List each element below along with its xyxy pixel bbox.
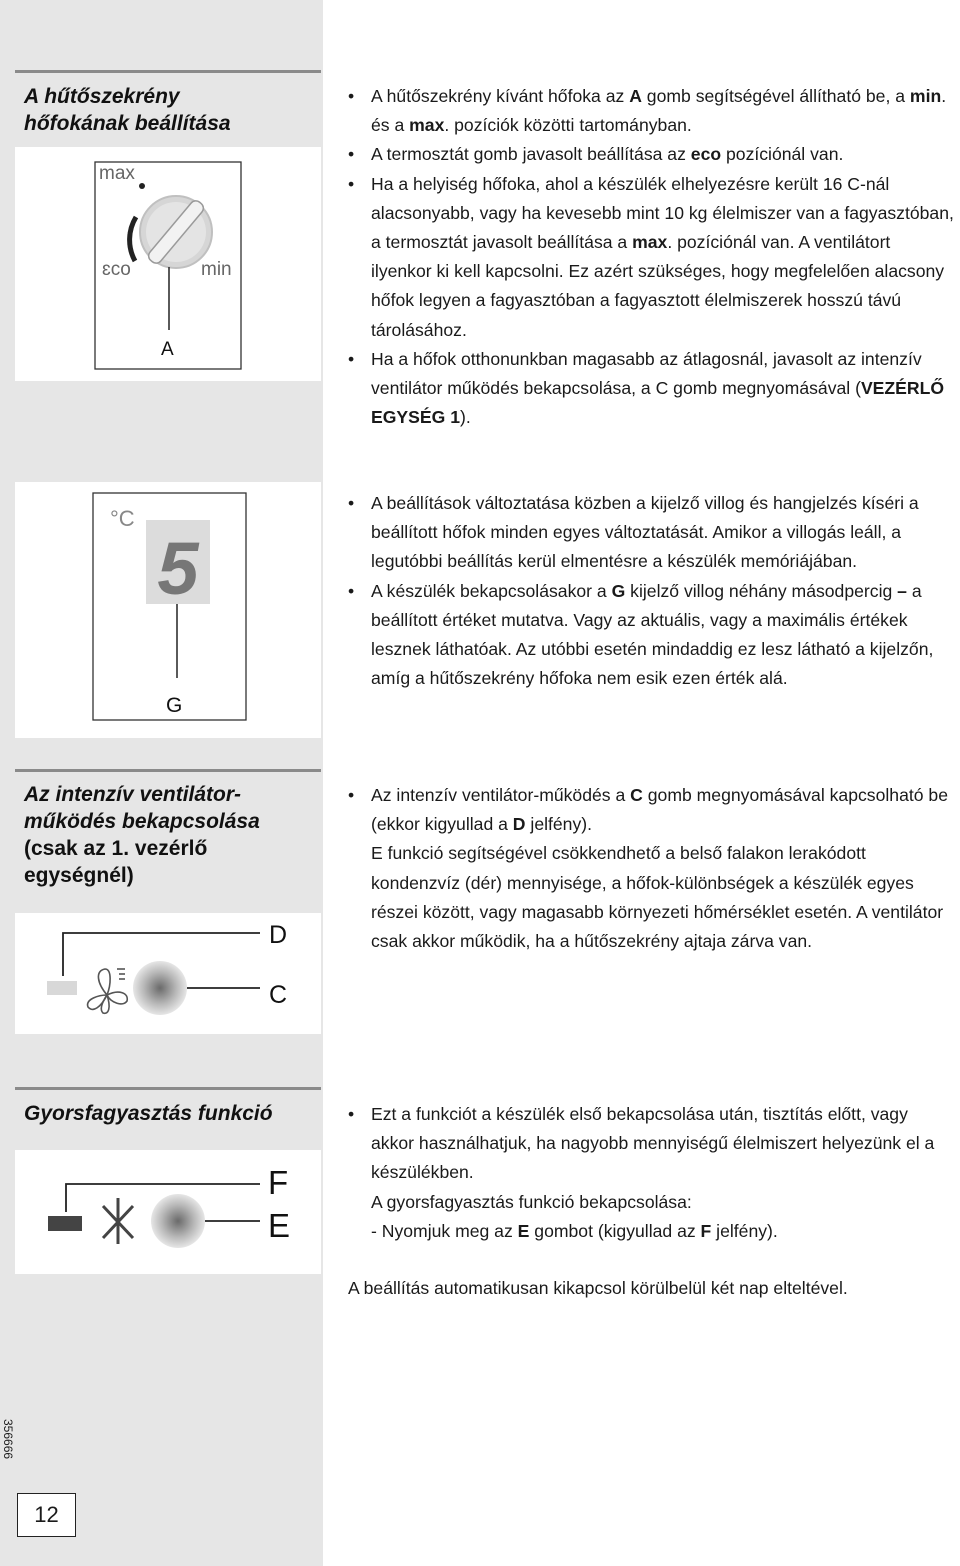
title-line: Az intenzív ventilátor- (24, 783, 242, 806)
bullet-item: • A termosztát gomb javasolt beállítása az eco pozíciónál van. (346, 140, 954, 169)
title-line: (csak az 1. vezérlő (24, 837, 208, 860)
fast-freeze-button-e[interactable] (151, 1194, 205, 1248)
intensive-fan-instructions (346, 781, 954, 956)
dial-dot (139, 183, 145, 189)
title-line: egységnél) (24, 864, 134, 887)
bullet-item: • A készülék bekapcsolásakor a G kijelző villog néhány másodpercig – a beállított értéket mutatva. Vagy az aktuális, vagy a maximális értékek lesznek láthatóak. Az utóbbi esetén mindaddig ez lesz látható a kijelzőn, amíg a hűtőszekrény hőfoka nem esik ezen érték alá. (346, 577, 954, 694)
bullet-item: • Ha a helyiség hőfoka, ahol a készülék elhelyezésre került 16 C-nál alacsonyabb, vagy ha kevesebb mint 10 kg élelmiszer van a fagyasztóban, a termosztát javasolt beállítása a max. pozíciónál van. A ventilátort ilyenkor ki kell kapcsolni. Ez azért szükséges, hogy megfelelően alacsony hőfok legyen a fagyasztóban a fagyasztott élelmiszerek hosszú távú tárolásához. (346, 170, 954, 345)
title-line: működés bekapcsolása (24, 810, 260, 833)
fast-freeze-figure (15, 1150, 321, 1274)
dial-min-label: min (201, 259, 232, 280)
section-title-intensive-fan (24, 781, 260, 889)
bullet-continuation: A gyorsfagyasztás funkció bekapcsolása: (371, 1191, 692, 1212)
section-rule (15, 70, 321, 73)
dial-max-label: max (99, 163, 135, 184)
emphasis: D (512, 814, 526, 835)
title-line: hőfokának beállítása (24, 112, 231, 135)
display-unit-label: °C (110, 506, 135, 531)
document-number: 356666 (1, 1419, 15, 1460)
emphasis: VEZÉRLŐ EGYSÉG 1 (371, 378, 945, 428)
snowflake-icon (103, 1198, 133, 1244)
emphasis: max (409, 115, 445, 136)
bullet-item: • A hűtőszekrény kívánt hőfoka az A gomb segítségével állítható be, a min. és a max. pozíciók közötti tartományban. (346, 82, 954, 140)
fast-freeze-panel (15, 1150, 321, 1274)
emphasis: min (909, 86, 942, 106)
dial-pointer-label: A (161, 339, 174, 360)
fan-control-figure (15, 913, 321, 1034)
emphasis: E (517, 1220, 530, 1241)
emphasis: C (630, 785, 643, 805)
fan-indicator-light (47, 981, 77, 995)
bullet-item: • Ezt a funkciót a készülék első bekapcsolása után, tisztítás előtt, vagy akkor használhatjuk, ha nagyobb mennyiségű élelmiszert helyezünk el a készülékben. A gyorsfagyasztás funkció bekapcsolása: - Nyomjuk meg az E gombot (kigyullad az F jelfény). (346, 1100, 954, 1246)
bullet-item: • Ha a hőfok otthonunkban magasabb az átlagosnál, javasolt az intenzív ventilátor működés bekapcsolása, a C gomb megnyomásával (VEZÉRLŐ EGYSÉG 1). (346, 345, 954, 433)
dial-eco-label: ɛco (102, 259, 131, 280)
thermostat-dial-figure (15, 147, 321, 381)
emphasis: A (629, 86, 642, 106)
display-instructions (346, 489, 954, 693)
fan-panel (15, 913, 321, 1034)
display-digit: 5 (157, 527, 199, 610)
dial-panel (15, 147, 321, 381)
button-label-c: C (269, 981, 288, 1009)
indicator-label-d: D (269, 921, 288, 949)
auto-off-note: A beállítás automatikusan kikapcsol körülbelül két nap elteltével. (348, 1278, 848, 1298)
display-pointer-label: G (166, 694, 183, 717)
title-line: A hűtőszekrény (24, 85, 180, 108)
thermostat-instructions (346, 82, 954, 432)
display-panel (15, 482, 321, 738)
section-rule (15, 1087, 321, 1090)
fast-freeze-indicator-light (48, 1216, 82, 1231)
section-rule (15, 769, 321, 772)
section-title-thermostat (24, 83, 231, 137)
emphasis: – (897, 580, 907, 601)
button-label-e: E (268, 1207, 291, 1244)
section-title-fast-freeze: Gyorsfagyasztás funkció (24, 1102, 273, 1125)
fan-icon (88, 969, 128, 1013)
display-figure (15, 482, 321, 738)
indicator-label-f: F (268, 1164, 289, 1201)
fast-freeze-instructions (346, 1100, 954, 1246)
emphasis: max (632, 232, 668, 253)
emphasis: eco (690, 144, 722, 165)
bullet-continuation: E funkció segítségével csökkendhető a belső falakon lerakódott kondenzvíz (dér) mennyisége, a hőfok-különbségek a készülék egyes részei között, vagy magasabb környezeti hőmérséklet esetén. A ventilátor csak akkor működik, ha a hűtőszekrény ajtaja zárva van. (371, 843, 944, 952)
bullet-item: • A beállítások változtatása közben a kijelző villog és hangjelzés kíséri a beállított hőfok minden egyes változtatását. Amikor a villogás leáll, a legutóbbi beállítás kerül elmentésre a készülék memóriájában. (346, 489, 954, 577)
emphasis: F (700, 1220, 712, 1241)
dash-item: - Nyomjuk meg az E gombot (kigyullad az F jelfény). (371, 1220, 778, 1241)
bullet-item: • Az intenzív ventilátor-működés a C gomb megnyomásával kapcsolható be (ekkor kigyullad a D jelfény). E funkció segítségével csökkendhető a belső falakon lerakódott kondenzvíz (dér) mennyisége, a hőfok-különbségek a készülék egyes részei között, vagy magasabb környezeti hőmérséklet esetén. A ventilátor csak akkor működik, ha a hűtőszekrény ajtaja zárva van. (346, 781, 954, 956)
page-number: 12 (17, 1493, 76, 1537)
emphasis: G (611, 580, 626, 601)
fan-button-c[interactable] (133, 961, 187, 1015)
